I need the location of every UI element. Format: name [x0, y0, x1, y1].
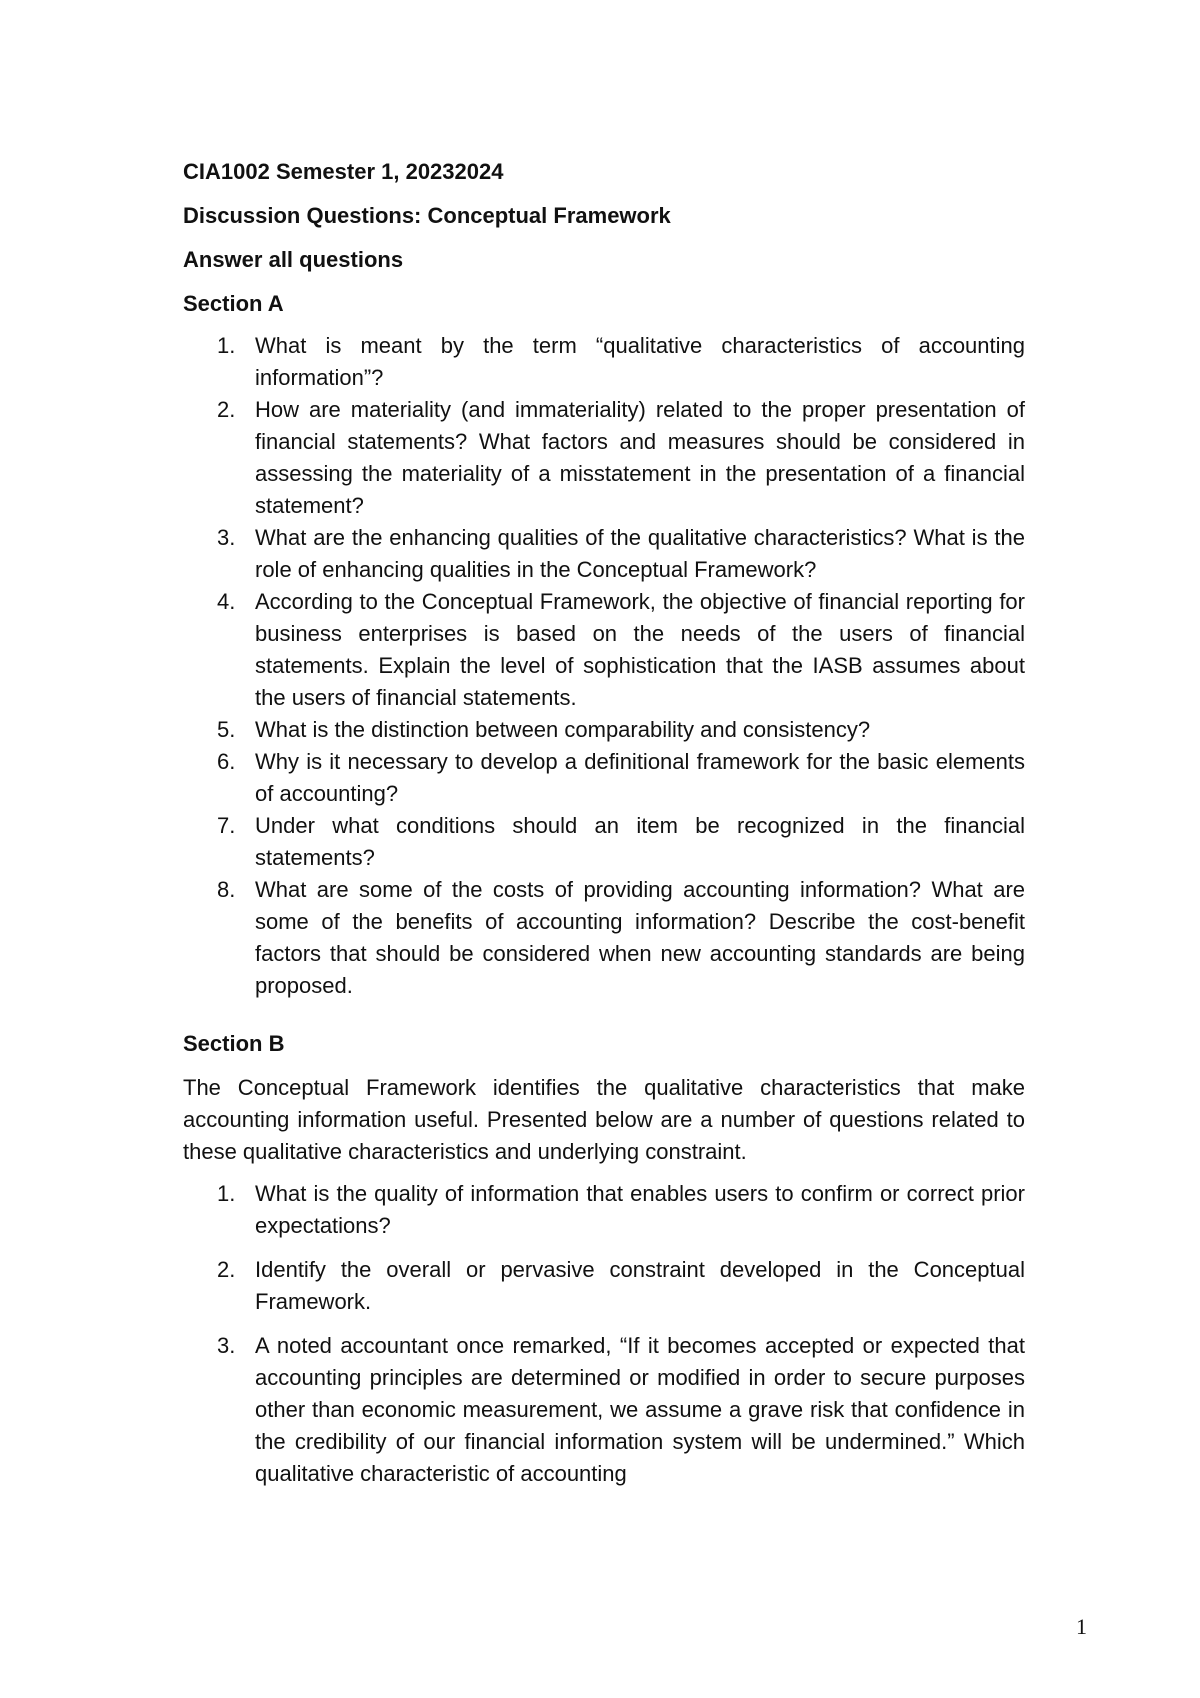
section-a-question-5: [183, 714, 1025, 746]
section-a-question-3: [183, 522, 1025, 586]
section-b-question-2: [183, 1254, 1025, 1318]
question-text: Identify the overall or pervasive constraint developed in the Conceptual Framework.: [255, 1257, 1025, 1314]
section-a-question-2: [183, 394, 1025, 522]
section-a-question-list: [183, 330, 1025, 1002]
question-number: 1.: [217, 333, 236, 358]
question-number: 7.: [217, 813, 236, 838]
page-number: 1: [1076, 1614, 1087, 1639]
question-number: 6.: [217, 749, 236, 774]
document-body: [183, 156, 1025, 1490]
question-text: What is the distinction between comparability and consistency?: [255, 717, 871, 742]
question-number: 8.: [217, 877, 236, 902]
question-text: According to the Conceptual Framework, the objective of financial reporting for business enterprises is based on the needs of the users of financial statements. Explain the level of sophistication that the IASB assumes about the users of financial statements.: [255, 589, 1025, 710]
question-number: 2.: [217, 1257, 236, 1282]
question-number: 4.: [217, 589, 236, 614]
section-a-heading: Section A: [183, 291, 284, 316]
question-number: 3.: [217, 1333, 236, 1358]
question-number: 1.: [217, 1181, 236, 1206]
question-number: 2.: [217, 397, 236, 422]
question-text: What are the enhancing qualities of the qualitative characteristics? What is the role of enhancing qualities in the Conceptual Framework?: [255, 525, 1025, 582]
instruction-heading: Answer all questions: [183, 247, 404, 272]
section-a-question-6: [183, 746, 1025, 810]
section-b-question-list: [183, 1178, 1025, 1490]
section-b-question-1: [183, 1178, 1025, 1242]
question-text: A noted accountant once remarked, “If it becomes accepted or expected that accounting principles are determined or modified in order to secure purposes other than economic measurement, we assume a grave risk that confidence in the credibility of our financial information system will be undermined.” Which qualitative characteristic of accounting: [255, 1333, 1025, 1486]
question-number: 5.: [217, 717, 236, 742]
section-b-heading: Section B: [183, 1031, 285, 1056]
section-a-question-4: [183, 586, 1025, 714]
question-text: What are some of the costs of providing accounting information? What are some of the benefits of accounting information? Describe the cost-benefit factors that should be considered when new accounting standards are being proposed.: [255, 877, 1025, 998]
section-b-question-3: [183, 1330, 1025, 1490]
question-text: How are materiality (and immateriality) related to the proper presentation of financial statements? What factors and measures should be considered in assessing the materiality of a misstatement in the presentation of a financial statement?: [255, 397, 1025, 518]
question-number: 3.: [217, 525, 236, 550]
course-heading: CIA1002 Semester 1, 20232024: [183, 159, 504, 184]
section-a-question-7: [183, 810, 1025, 874]
question-text: Under what conditions should an item be recognized in the financial statements?: [255, 813, 1025, 870]
question-text: Why is it necessary to develop a definitional framework for the basic elements of accounting?: [255, 749, 1025, 806]
section-a-question-1: [183, 330, 1025, 394]
section-a-question-8: [183, 874, 1025, 1002]
document-title: Discussion Questions: Conceptual Framework: [183, 203, 671, 228]
section-b-intro: The Conceptual Framework identifies the qualitative characteristics that make accounting information useful. Presented below are a number of questions related to these qualitative characteristics and underlying constraint.: [183, 1075, 1025, 1164]
question-text: What is the quality of information that enables users to confirm or correct prior expectations?: [255, 1181, 1025, 1238]
question-text: What is meant by the term “qualitative characteristics of accounting information”?: [255, 333, 1025, 390]
